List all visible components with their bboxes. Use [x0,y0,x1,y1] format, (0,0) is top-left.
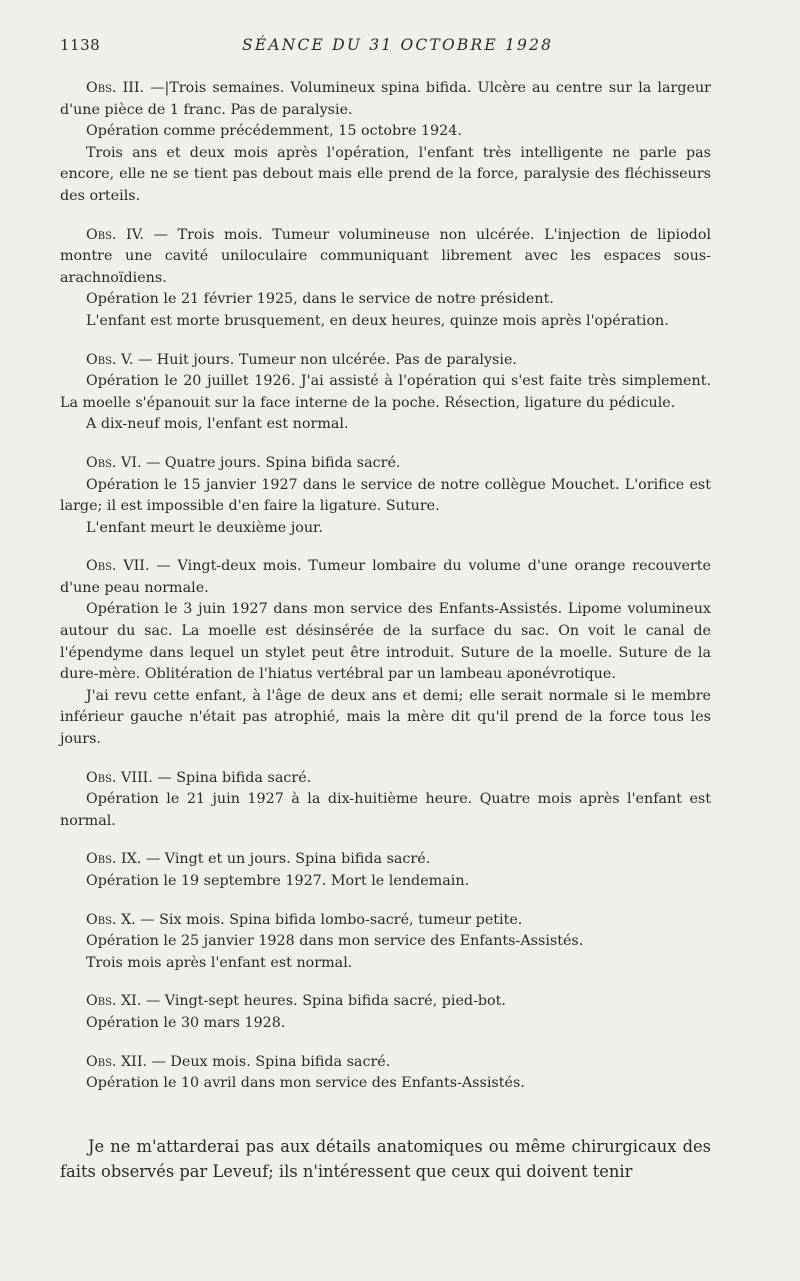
observation-4 [60,225,711,333]
running-head: SÉANCE DU 31 OCTOBRE 1928 [242,36,554,54]
obs-label: Obs. X. [86,911,136,928]
obs-paragraph [60,78,711,121]
obs-label: Obs. VII. [86,558,150,575]
obs-text: — Vingt et un jours. Spina bifida sacré. [145,851,431,868]
obs-paragraph: Opération le 25 janvier 1928 dans mon service des Enfants-Assistés. [86,933,584,950]
obs-paragraph: Opération comme précédemment, 15 octobre 1924. [86,123,462,140]
obs-paragraph [60,1052,711,1074]
obs-paragraph: Opération le 19 septembre 1927. Mort le lendemain. [86,873,470,889]
obs-text: —|Trois semaines. Volumineux spina bifida. Ulcère au centre sur la largeur d'une pièce de 1 franc. Pas de paralysie. [60,80,712,118]
obs-label: Obs. XII. [86,1053,148,1070]
obs-paragraph: Opération le 20 juillet 1926. J'ai assisté à l'opération qui s'est faite très simplement. La moelle s'épanouit sur la face interne de la poche. Résection, ligature du pédicule. [60,373,711,411]
observation-5 [60,350,711,436]
obs-paragraph [60,350,711,372]
closing-paragraph: Je ne m'attarderai pas aux détails anatomiques ou même chirurgicaux des faits observés par Leveuf; ils n'intéressent que ceux qui doivent tenir [60,1137,711,1181]
obs-paragraph [60,453,711,475]
obs-label: Obs. VI. [86,454,142,471]
obs-text: — Vingt-sept heures. Spina bifida sacré, pied-bot. [145,993,506,1010]
obs-label: Obs. V. [86,351,134,368]
obs-paragraph: Opération le 10 avril dans mon service des Enfants-Assistés. [86,1075,525,1092]
obs-paragraph: Opération le 21 février 1925, dans le service de notre président. [86,291,554,308]
observation-11 [60,991,711,1034]
obs-paragraph [60,225,711,290]
obs-text: — Huit jours. Tumeur non ulcérée. Pas de paralysie. [137,351,517,368]
obs-paragraph: L'enfant est morte brusquement, en deux heures, quinze mois après l'opération. [86,312,669,329]
obs-paragraph: Trois mois après l'enfant est normal. [86,954,353,971]
observations-list [60,78,711,1095]
obs-paragraph: Opération le 15 janvier 1927 dans le service de notre collègue Mouchet. L'orifice est large; il est impossible d'en faire la ligature. Suture. [60,476,711,515]
obs-text: — Quatre jours. Spina bifida sacré. [146,454,401,471]
observation-12 [60,1052,711,1095]
obs-label: Obs. IX. [86,851,142,868]
obs-text: — Trois mois. Tumeur volumineuse non ulcérée. L'injection de lipiodol montre une cavité uniloculaire communiquant librement avec les espaces sous-arachnoïdiens. [60,226,712,286]
obs-paragraph [60,556,711,599]
obs-paragraph: Opération le 3 juin 1927 dans mon service des Enfants-Assistés. Lipome volumineux autour du sac. La moelle est désinsérée de la surface du sac. On voit le canal de l'épendyme dans lequel un stylet peut être introduit. Suture de la moelle. Suture de la dure-mère. Oblitération de l'hiatus vertébral par un lambeau aponévrotique. [60,601,711,683]
observation-10 [60,910,711,975]
obs-paragraph: Opération le 30 mars 1928. [86,1014,286,1031]
page-number: 1138 [60,36,101,54]
obs-paragraph [60,768,711,790]
obs-text: — Vingt-deux mois. Tumeur lombaire du volume d'une orange recouverte d'une peau normale. [60,558,711,596]
obs-paragraph: Opération le 21 juin 1927 à la dix-huitième heure. Quatre mois après l'enfant est normal. [60,791,711,829]
obs-label: Obs. VIII. [86,769,153,786]
obs-paragraph: L'enfant meurt le deuxième jour. [86,519,323,536]
obs-paragraph: Trois ans et deux mois après l'opération, l'enfant très intelligente ne parle pas encore, elle ne se tient pas debout mais elle prend de la force, paralysie des fléchisseurs des orteils. [60,144,711,204]
obs-label: Obs. IV. [86,226,145,243]
obs-label: Obs. XI. [86,993,142,1010]
observation-7 [60,556,711,750]
observation-3 [60,78,711,208]
obs-text: — Six mois. Spina bifida lombo-sacré, tumeur petite. [140,911,523,928]
observation-6 [60,453,711,539]
observation-8 [60,768,711,833]
obs-label: Obs. III. [86,80,145,96]
obs-text: — Spina bifida sacré. [157,769,312,786]
obs-paragraph [60,849,711,871]
obs-paragraph: A dix-neuf mois, l'enfant est normal. [86,416,349,433]
obs-paragraph [60,991,711,1013]
obs-paragraph: J'ai revu cette enfant, à l'âge de deux ans et demi; elle serait normale si le membre inférieur gauche n'était pas atrophié, mais la mère dit qu'il prend de la force tous les jours. [60,687,711,748]
obs-paragraph [60,910,711,932]
observation-9 [60,849,711,892]
obs-text: — Deux mois. Spina bifida sacré. [151,1053,391,1070]
